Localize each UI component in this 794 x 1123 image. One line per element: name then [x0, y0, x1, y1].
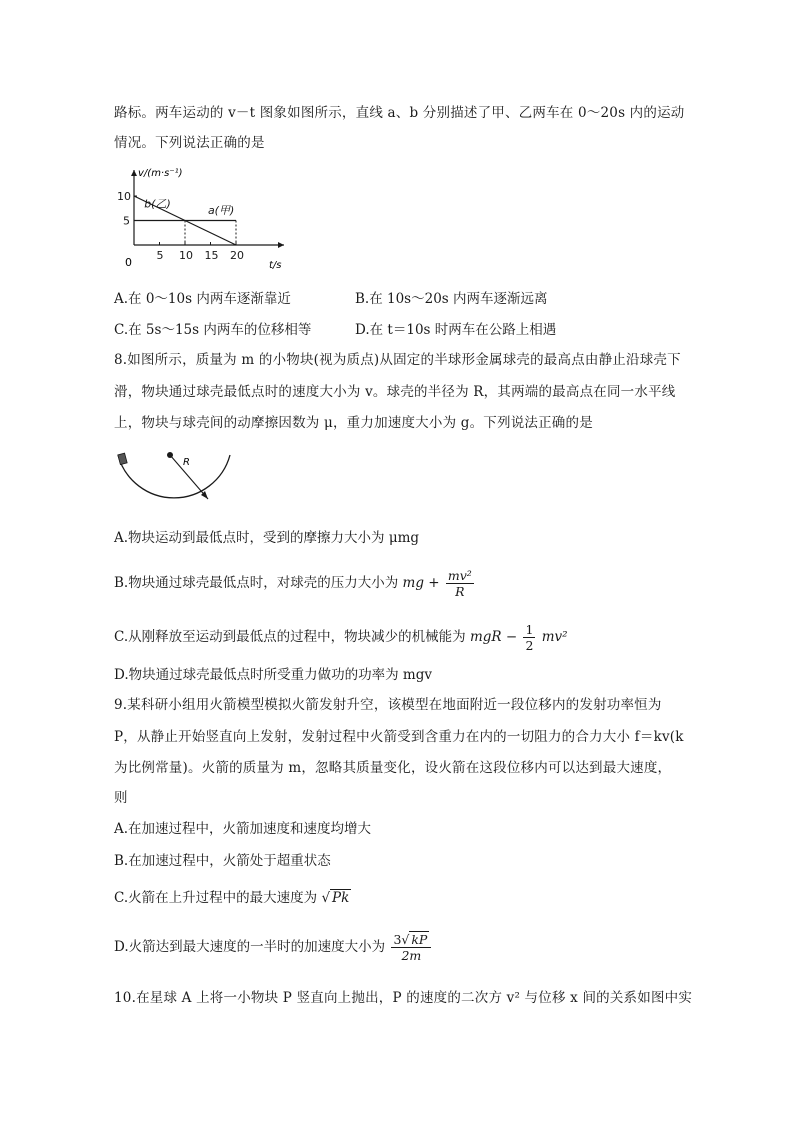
q8-option-c-fraction	[523, 622, 535, 653]
q9-stem-line2: P，从静止开始竖直向上发射，发射过程中火箭受到含重力在内的一切阻力的合力大小 f＝kv(k	[114, 729, 684, 745]
q9-option-b: B.在加速过程中，火箭处于超重状态	[114, 853, 331, 869]
chart-series-a-label: a(甲)	[207, 204, 235, 218]
q9-option-c	[114, 888, 351, 908]
q8-stem-line3: 上，物块与球壳间的动摩擦因数为 μ，重力加速度大小为 g。下列说法正确的是	[114, 415, 593, 431]
q8-option-c-suffix: mv²	[541, 629, 568, 645]
hemisphere-arc	[118, 455, 230, 498]
q7-option-a: A.在 0～10s 内两车逐渐靠近	[114, 291, 291, 307]
q9-option-d-coefficient: 3	[393, 932, 402, 947]
q9-option-c-text: C.火箭在上升过程中的最大速度为	[114, 890, 318, 906]
q9-option-c-sqrt: √ Pk	[321, 890, 350, 906]
q8-option-b-prefix: mg +	[402, 575, 440, 591]
chart-x-tick-label: 10	[179, 249, 193, 262]
q9-option-c-radicand: Pk	[332, 890, 350, 906]
chart-x-axis-arrow	[278, 242, 284, 248]
q9-stem-line4: 则	[114, 790, 128, 806]
chart-x-tick-label: 20	[230, 249, 244, 262]
chart-ylabel: v/(m·s⁻¹)	[138, 168, 183, 179]
radius-label: R	[183, 457, 190, 468]
q8-option-b	[114, 568, 476, 599]
chart-y-tick-label: 10	[117, 190, 131, 203]
q8-option-c-numerator: 1	[525, 622, 534, 637]
chart-xlabel: t/s	[269, 260, 282, 271]
q8-option-c-prefix: mgR −	[469, 629, 518, 645]
q8-option-a: A.物块运动到最低点时，受到的摩擦力大小为 μmg	[114, 530, 420, 546]
small-block	[118, 453, 127, 464]
q8-stem-line1: 8.如图所示，质量为 m 的小物块(视为质点)从固定的半球形金属球壳的最高点由静止沿球壳下	[114, 352, 681, 368]
chart-series-b-label: b(乙)	[144, 197, 171, 211]
q8-option-b-denominator: R	[455, 584, 465, 599]
q9-option-d	[114, 932, 433, 963]
chart-x-tick-label: 5	[156, 249, 164, 262]
q9-option-d-fraction	[391, 932, 431, 963]
q9-stem-line1: 9.某科研小组用火箭模型模拟火箭发射升空，该模型在地面附近一段位移内的发射功率恒为	[114, 697, 662, 713]
q8-option-c-denominator: 2	[525, 638, 534, 653]
q9-option-d-denominator: 2m	[401, 948, 422, 963]
q7-option-d: D.在 t＝10s 时两车在公路上相遇	[355, 322, 557, 338]
q8-option-c-text: C.从刚释放至运动到最低点的过程中，物块减少的机械能为	[114, 629, 466, 645]
q9-option-d-text: D.火箭达到最大速度的一半时的加速度大小为	[114, 939, 386, 955]
q9-option-d-numerator: 3√ kP	[391, 932, 431, 948]
q8-option-c	[114, 622, 568, 653]
q9-option-d-radicand: kP	[411, 932, 428, 947]
q8-option-b-numerator: mv²	[447, 568, 472, 583]
hemisphere-shell-figure	[112, 447, 242, 519]
chart-x-tick-label: 15	[204, 249, 219, 262]
q10-stem-line1: 10.在星球 A 上将一小物块 P 竖直向上抛出，P 的速度的二次方 v² 与位移 x 间的关系如图中实	[114, 990, 693, 1006]
chart-origin-label: 0	[125, 256, 132, 269]
q7-option-b: B.在 10s～20s 内两车逐渐远离	[355, 291, 548, 307]
q9-stem-line3: 为比例常量)。火箭的质量为 m，忽略其质量变化，设火箭在这段位移内可以达到最大速度，	[114, 760, 672, 776]
q7-stem-line1: 路标。两车运动的 v－t 图象如图所示，直线 a、b 分别描述了甲、乙两车在 0～20s 内的运动	[114, 105, 685, 121]
q8-option-d: D.物块通过球壳最低点时所受重力做功的功率为 mgv	[114, 667, 432, 683]
q7-option-c: C.在 5s～15s 内两车的位移相等	[114, 322, 312, 338]
q8-option-b-text: B.物块通过球壳最低点时，对球壳的压力大小为	[114, 575, 399, 591]
q9-option-a: A.在加速过程中，火箭加速度和速度均增大	[114, 821, 372, 837]
q7-stem-line2: 情况。下列说法正确的是	[114, 135, 265, 151]
vt-chart	[114, 162, 294, 272]
q8-option-b-fraction	[446, 568, 474, 599]
chart-y-tick-label: 5	[123, 214, 130, 228]
q8-stem-line2: 滑，物块通过球壳最低点时的速度大小为 v。球壳的半径为 R，其两端的最高点在同一水平线	[114, 384, 676, 400]
chart-y-axis-arrow	[131, 170, 137, 176]
